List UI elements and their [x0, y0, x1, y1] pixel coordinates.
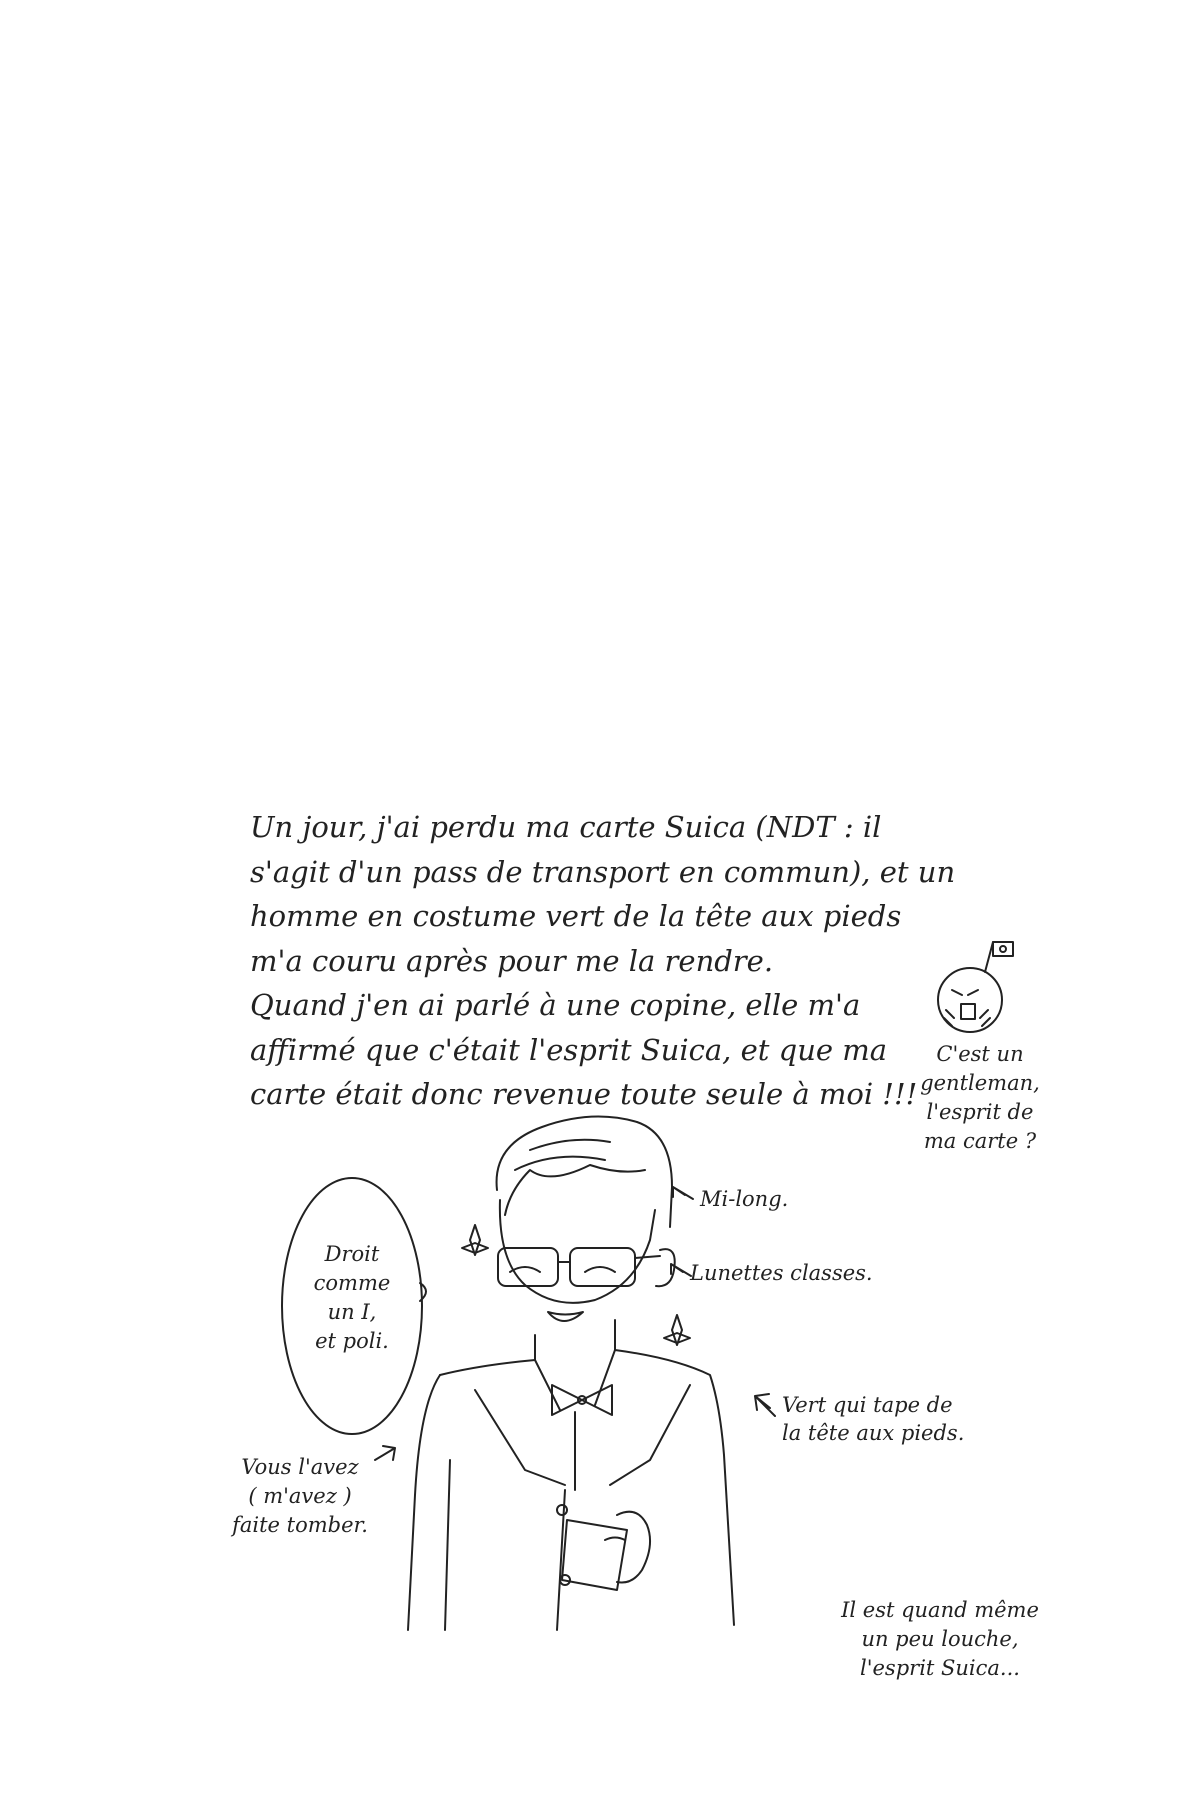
narration-line: homme en costume vert de la tête aux pieds: [250, 899, 902, 933]
suit-label: [782, 1391, 964, 1447]
side-note-line: ma carte ?: [923, 1129, 1037, 1153]
bubble-line: comme: [313, 1271, 391, 1295]
dropped-note-line: ( m'avez ): [248, 1484, 352, 1508]
bottom-note-line: l'esprit Suica...: [860, 1656, 1020, 1680]
hair-label: Mi-long.: [700, 1187, 789, 1211]
mascot-icon: [938, 942, 1013, 1032]
bubble-line: un I,: [327, 1300, 377, 1324]
narration-line: m'a couru après pour me la rendre.: [250, 943, 774, 978]
narration-line: Un jour, j'ai perdu ma carte Suica (NDT : il: [250, 810, 882, 844]
suit-label-line: Vert qui tape de: [782, 1393, 953, 1417]
dropped-note-line: Vous l'avez: [241, 1455, 359, 1479]
side-note-line: C'est un: [936, 1042, 1024, 1066]
narration-line: s'agit d'un pass de transport en commun), et un: [250, 854, 956, 889]
suit-label-line: la tête aux pieds.: [782, 1421, 965, 1445]
bubble-line: Droit: [324, 1242, 380, 1266]
side-note-line: gentleman,: [920, 1071, 1040, 1095]
side-note: [905, 1040, 1055, 1156]
narration-line: Quand j'en ai parlé à une copine, elle m'a: [250, 988, 861, 1022]
side-note-line: l'esprit de: [926, 1100, 1034, 1124]
narration-line: carte était donc revenue toute seule à moi !!!: [250, 1077, 918, 1111]
dropped-note: [225, 1453, 375, 1540]
dropped-note-line: faite tomber.: [232, 1513, 368, 1537]
narration-line: affirmé que c'était l'esprit Suica, et que ma: [250, 1032, 888, 1067]
bottom-note-line: un peu louche,: [861, 1627, 1019, 1651]
glasses-label: Lunettes classes.: [690, 1261, 873, 1285]
bottom-note: [840, 1596, 1040, 1683]
speech-bubble-text: [297, 1240, 407, 1356]
bottom-note-line: Il est quand même: [841, 1598, 1039, 1622]
bubble-line: et poli.: [315, 1329, 389, 1353]
